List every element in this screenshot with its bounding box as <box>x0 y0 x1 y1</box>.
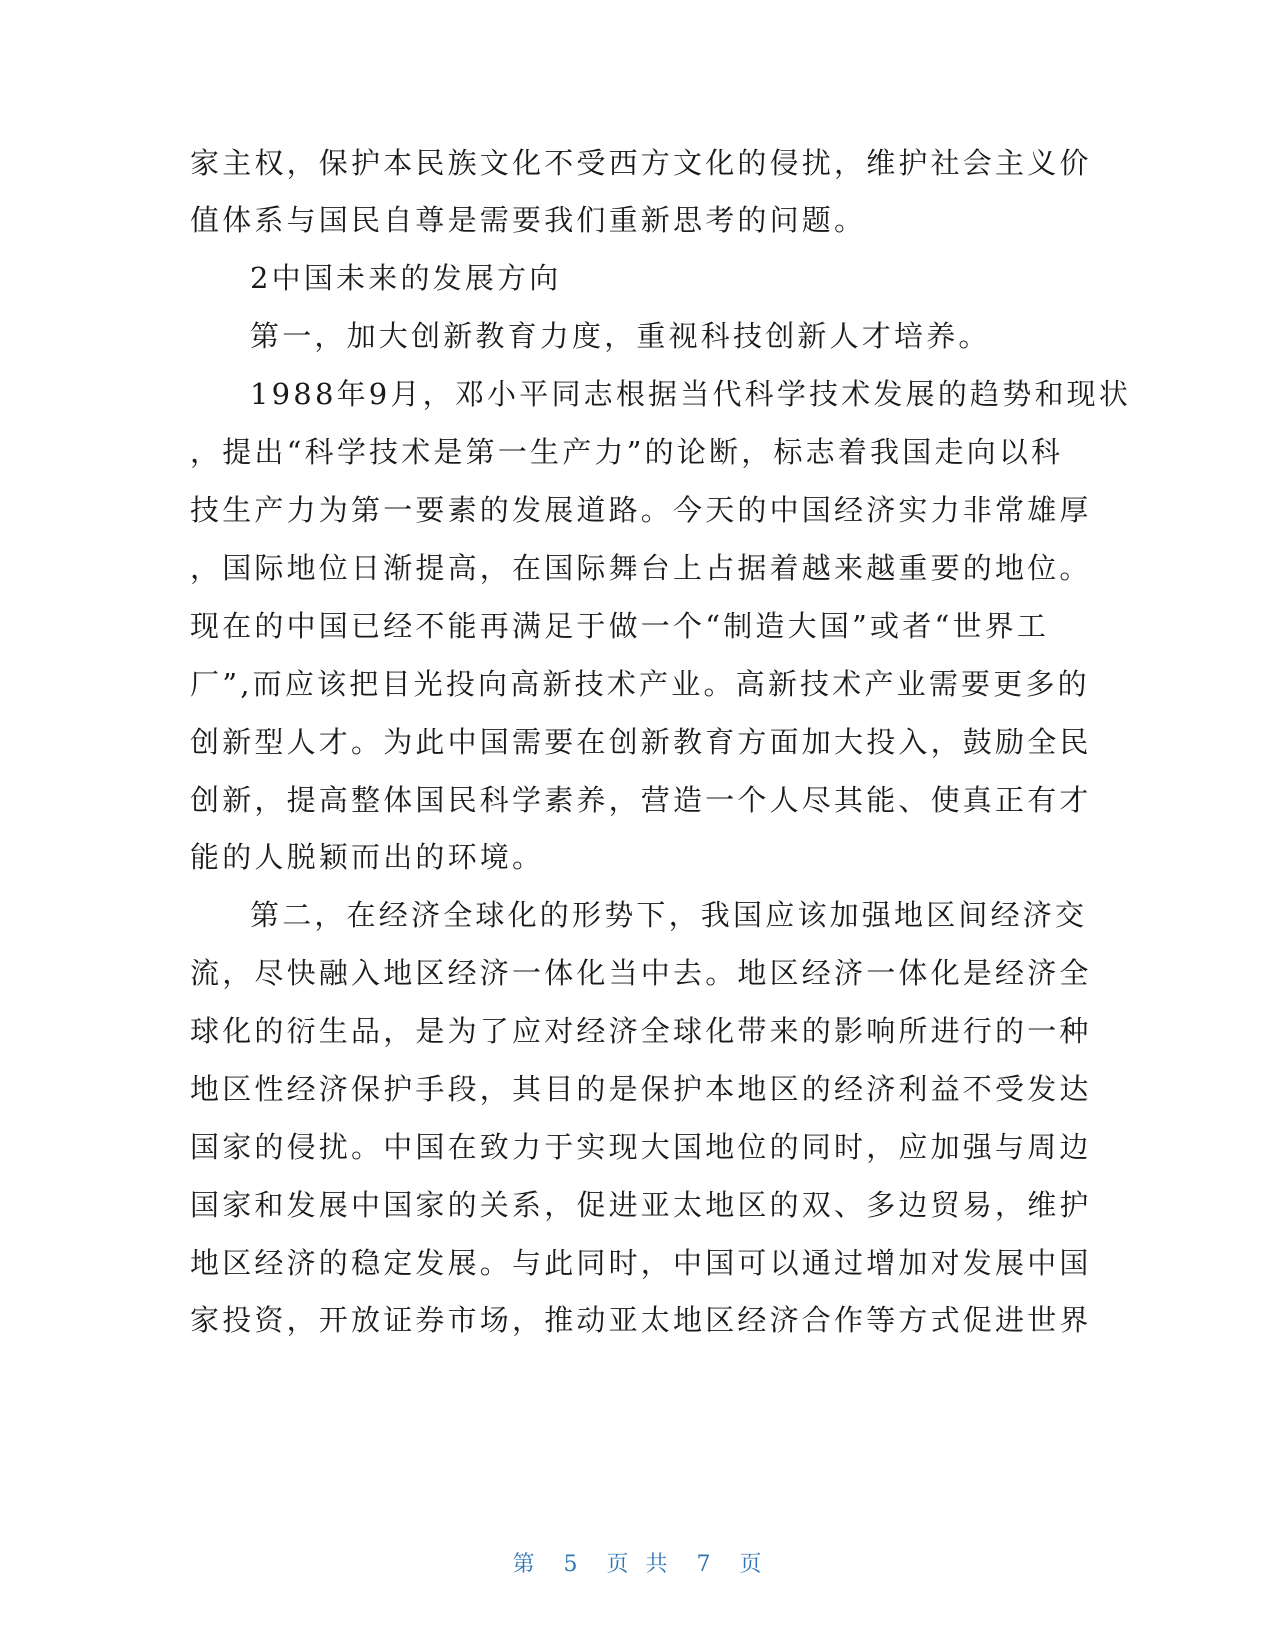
current-page-number: 5 <box>563 1552 579 1577</box>
paragraph-line: 现在的中国已经不能再满足于做一个“制造大国”或者“世界工 <box>190 609 1050 643</box>
paragraph-line: 创新型人才。为此中国需要在创新教育方面加大投入，鼓励全民 <box>190 725 1092 759</box>
paragraph-line: 国家的侵扰。中国在致力于实现大国地位的同时，应加强与周边 <box>190 1130 1092 1164</box>
paragraph-line: 能的人脱颖而出的环境。 <box>190 840 545 874</box>
paragraph-line: 地区性经济保护手段，其目的是保护本地区的经济利益不受发达 <box>190 1072 1092 1106</box>
paragraph-line: 流，尽快融入地区经济一体化当中去。地区经济一体化是经济全 <box>190 956 1092 990</box>
paragraph-line: 创新，提高整体国民科学素养，营造一个人尽其能、使真正有才 <box>190 783 1092 817</box>
footer-middle: 页 共 <box>606 1552 669 1577</box>
footer-suffix: 页 <box>739 1552 763 1577</box>
paragraph-line: 家主权，保护本民族文化不受西方文化的侵扰，维护社会主义价 <box>190 146 1092 180</box>
paragraph-line: 第一，加大创新教育力度，重视科技创新人才培养。 <box>250 319 991 353</box>
paragraph-line: 家投资，开放证券市场，推动亚太地区经济合作等方式促进世界 <box>190 1303 1092 1337</box>
paragraph-line: 1988年9月，邓小平同志根据当代科学技术发展的趋势和现状 <box>250 377 1132 411</box>
paragraph-line: 球化的衍生品，是为了应对经济全球化带来的影响所进行的一种 <box>190 1014 1092 1048</box>
paragraph-line: ，提出“科学技术是第一生产力”的论断，标志着我国走向以科 <box>190 435 1064 469</box>
section-heading: 2中国未来的发展方向 <box>250 261 562 295</box>
paragraph-line: 国家和发展中国家的关系，促进亚太地区的双、多边贸易，维护 <box>190 1188 1092 1222</box>
paragraph-line: 第二，在经济全球化的形势下，我国应该加强地区间经济交 <box>250 898 1088 932</box>
paragraph-line: 地区经济的稳定发展。与此同时，中国可以通过增加对发展中国 <box>190 1246 1092 1280</box>
paragraph-line: 厂”,而应该把目光投向高新技术产业。高新技术产业需要更多的 <box>190 667 1090 701</box>
paragraph-line: 值体系与国民自尊是需要我们重新思考的问题。 <box>190 203 867 237</box>
paragraph-line: ，国际地位日渐提高，在国际舞台上占据着越来越重要的地位。 <box>190 551 1092 585</box>
total-page-number: 7 <box>696 1552 712 1577</box>
page-footer <box>0 1550 1275 1580</box>
paragraph-line: 技生产力为第一要素的发展道路。今天的中国经济实力非常雄厚 <box>190 493 1092 527</box>
footer-prefix: 第 <box>512 1552 536 1577</box>
